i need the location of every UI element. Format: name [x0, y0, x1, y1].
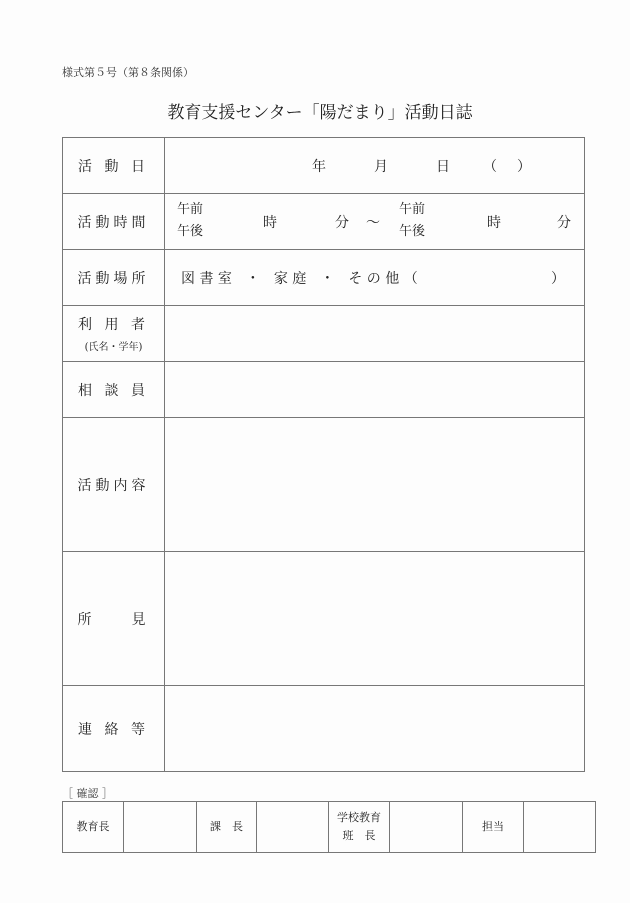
stamp-staff[interactable]	[524, 802, 596, 853]
label-user	[63, 306, 165, 362]
minute-text-end: 分	[557, 215, 571, 231]
field-place[interactable]	[165, 250, 585, 306]
place-paren-close: ）	[551, 271, 565, 287]
row-time	[63, 194, 585, 250]
field-findings[interactable]	[165, 552, 585, 686]
label-place: 活動場所	[63, 250, 165, 306]
minute-text-start: 分	[335, 215, 349, 231]
confirm-label: ［ 確認 ］	[62, 787, 113, 800]
field-date[interactable]	[165, 138, 585, 194]
stamp-section-chief[interactable]	[257, 802, 329, 853]
hour-text-end: 時	[487, 215, 501, 231]
confirm-superintendent: 教育長	[63, 802, 124, 853]
pm-text-end: 午後	[399, 224, 426, 239]
am-text-end: 午前	[399, 202, 426, 217]
user-sublabel: (氏名・学年)	[84, 342, 143, 353]
group-leader-text: 班 長	[342, 829, 376, 842]
hour-text-start: 時	[263, 215, 277, 231]
field-content[interactable]	[165, 418, 585, 552]
confirm-table	[62, 801, 596, 853]
stamp-school-ed-leader[interactable]	[390, 802, 463, 853]
label-time: 活動時間	[63, 194, 165, 250]
confirm-school-ed-leader	[329, 802, 390, 853]
school-ed-text: 学校教育	[337, 811, 381, 824]
weekday-paren-close: ）	[517, 159, 531, 175]
row-place	[63, 250, 585, 306]
user-label: 利 用 者	[78, 317, 149, 333]
label-counselor: 相 談 員	[63, 362, 165, 418]
field-counselor[interactable]	[165, 362, 585, 418]
am-text-start: 午前	[177, 202, 204, 217]
field-time[interactable]	[165, 194, 585, 250]
year-text: 年	[312, 159, 326, 175]
label-contact: 連 絡 等	[63, 686, 165, 772]
row-counselor	[63, 362, 585, 418]
row-user	[63, 306, 585, 362]
row-date	[63, 138, 585, 194]
label-content: 活動内容	[63, 418, 165, 552]
pm-text-start: 午後	[177, 224, 204, 239]
tilde-text: ～	[366, 215, 380, 231]
field-contact[interactable]	[165, 686, 585, 772]
field-user[interactable]	[165, 306, 585, 362]
row-contact	[63, 686, 585, 772]
stamp-superintendent[interactable]	[124, 802, 197, 853]
day-text: 日	[436, 159, 450, 175]
label-date: 活 動 日	[63, 138, 165, 194]
place-options: 図 書 室 ・ 家 庭 ・ そ の 他 （	[181, 271, 418, 287]
activity-log-table	[62, 137, 585, 772]
row-content	[63, 418, 585, 552]
row-findings	[63, 552, 585, 686]
confirm-section-chief: 課 長	[197, 802, 257, 853]
form-number: 様式第５号（第８条関係）	[62, 66, 194, 79]
page-title: 教育支援センター「陽だまり」活動日誌	[167, 103, 473, 123]
weekday-paren-open: （	[483, 159, 497, 175]
confirm-staff: 担当	[463, 802, 524, 853]
month-text: 月	[374, 159, 388, 175]
label-findings: 所 見	[63, 552, 165, 686]
